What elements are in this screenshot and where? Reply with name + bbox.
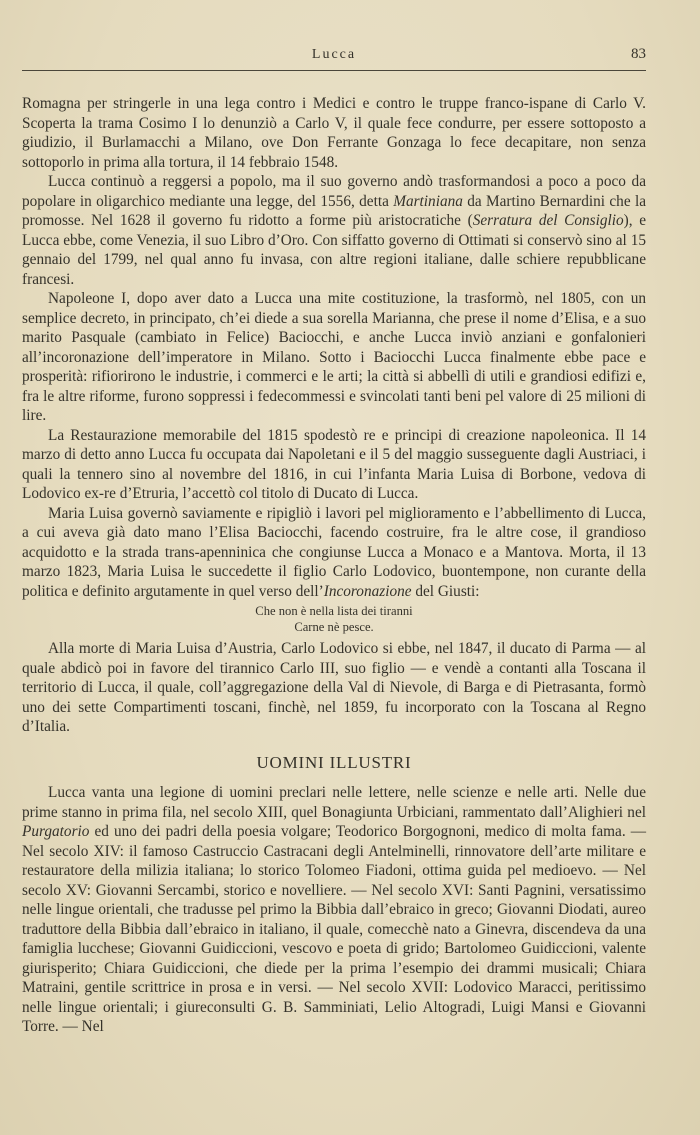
page-number: 83 [631, 46, 646, 62]
paragraph [22, 289, 646, 426]
verse-line: Carne nè pesce. [294, 619, 374, 634]
body-text: Napoleone I, dopo aver dato a Lucca una mite costituzione, la trasformò, nel 1805, con un semplice decreto, in principato, ch’ei diede a sua sorella Marianna, che prese il nome d’Elisa, e a suo marito Pasquale (cambiato in Felice) Baciocchi, e anche Lucca inviò anziani e gonfalonieri all’incoronazione dell’imperatore in Milano. Sotto i Baciocchi Lucca finalmente ebbe pace e prosperità: rifiorirono le industrie, i commerci e le arti; la città si abbellì di utili e grandiosi edifizi e, fra le altre riforme, furono soppressi i fedecommessi e svincolati tanti beni pel valore di 25 milioni di lire. [22, 290, 646, 424]
body-text: ed uno dei padri della poesia volgare; Teodorico Borgognoni, medico di molta fama. — Nel secolo XIV: il famoso Castruccio Castracani degli Antelminelli, rinnovatore dell’arte militare e restauratore della milizia italiana; lo storico Tolomeo Fiadoni, ottima guida pel medioevo. — Nel secolo XV: Giovanni Sercambi, storico e novelliere. — Nel secolo XVI: Santi Pagnini, versatissimo nelle lingue orientali, che tradusse pel primo la Bibbia dall’ebraico in greco; Giovanni Diodati, aureo traduttore della Bibbia dall’ebraico in italiano, il quale, comecchè nato a Ginevra, discendeva da una famiglia lucchese; Giovanni Guidiccioni, vescovo e poeta di grido; Bartolomeo Guidiccioni, valente giurisperito; Chiara Guidiccioni, che diede per la prima l’esempio dei drammi musicali; Chiara Matraini, gentile scrittrice in prosa e in versi. — Nel secolo XVII: Lodovico Maracci, peritissimo nelle lingue orientali; i giureconsulti G. B. Samminiati, Lelio Altogradi, Luigi Mansi e Giovanni Torre. — Nel [22, 823, 646, 1035]
paragraph [22, 783, 646, 1037]
page-body [22, 94, 646, 1037]
italic-text: Serratura del Consiglio [472, 212, 624, 229]
verse-line: Che non è nella lista dei tiranni [255, 604, 413, 618]
paragraph [22, 639, 646, 737]
paragraph [22, 504, 646, 602]
paragraph [22, 94, 646, 172]
body-text: Maria Luisa governò saviamente e ripigliò i lavori pel miglioramento e l’abbellimento di Lucca, a cui aveva già dato mano l’Elisa Baciocchi, facendo costruire, fra le altre cose, il grandioso acquidotto e la strada trans-apenninica che congiunse Lucca a Monaco e a Mantova. Morta, il 13 marzo 1823, Maria Luisa le succedette il figlio Carlo Lodovico, buontempone, non curante della politica e definito argutamente in quel verso dell’ [22, 504, 646, 600]
header-rule [22, 70, 646, 71]
running-header [22, 46, 646, 63]
body-text: Alla morte di Maria Luisa d’Austria, Carlo Lodovico si ebbe, nel 1847, il ducato di Parma — al quale abdicò poi in favore del tirannico Carlo III, suo figlio — e vendè a contanti alla Toscana il territorio di Lucca, il quale, coll’aggregazione della Val di Nievole, di Barga e di Pietrasanta, formò uno dei sette Compartimenti toscani, finchè, nel 1859, fu incorporato con la Toscana al Regno d’Italia. [22, 640, 646, 735]
header-title: Lucca [311, 47, 357, 62]
body-text: Romagna per stringerle in una lega contro i Medici e contro le truppe franco-ispane di Carlo V. Scoperta la trama Cosimo I lo denunziò a Carlo V, il quale fece condurre, per essere sottoposto a giudizio, il Burlamacchi a Milano, ove Don Ferrante Gonzaga lo fece decapitare, non senza sottoporlo in prima alla tortura, il 14 febbraio 1548. [22, 95, 646, 171]
body-text: Lucca vanta una legione di uomini preclari nelle lettere, nelle scienze e nelle arti. Nelle due prime stanno in prima fila, nel secolo XIII, quel Bonagiunta Urbiciani, rammentato dall’Alighieri nel [22, 784, 646, 821]
section-heading: UOMINI ILLUSTRI [256, 752, 412, 772]
body-text: La Restaurazione memorabile del 1815 spodestò re e principi di creazione napoleonica. Il 14 marzo di detto anno Lucca fu occupata dai Napoletani e il 5 del maggio susseguente dagli Austriaci, i quali la tennero sino al novembre del 1816, in cui l’infanta Maria Luisa di Borbone, vedova di Lodovico ex-re d’Etruria, l’accettò col titolo di Ducato di Lucca. [22, 426, 646, 502]
italic-text: Incoronazione [323, 582, 412, 600]
paragraph [22, 426, 646, 504]
italic-text: Purgatorio [22, 823, 90, 840]
verse-quote [22, 604, 646, 635]
body-text: ), e Lucca ebbe, come Venezia, il suo Libro d’Oro. Con siffatto governo di Ottimati si conservò sino al 15 gennaio del 1799, nel qual anno fu invasa, con altre regioni italiane, dalle schiere repubblicane francesi. [22, 212, 647, 288]
italic-text: Martiniana [393, 192, 463, 210]
body-text: Lucca continuò a reggersi a popolo, ma il suo governo andò trasformandosi a poco a poco da popolare in oligarchico mediante una legge, del 1556, detta [22, 173, 646, 210]
body-text: del Giusti: [411, 582, 480, 600]
paragraph [22, 172, 646, 289]
body-text: da Martino Bernardini che la promosse. Nel 1628 il governo fu ridotto a forme più aristocratiche ( [22, 192, 646, 229]
